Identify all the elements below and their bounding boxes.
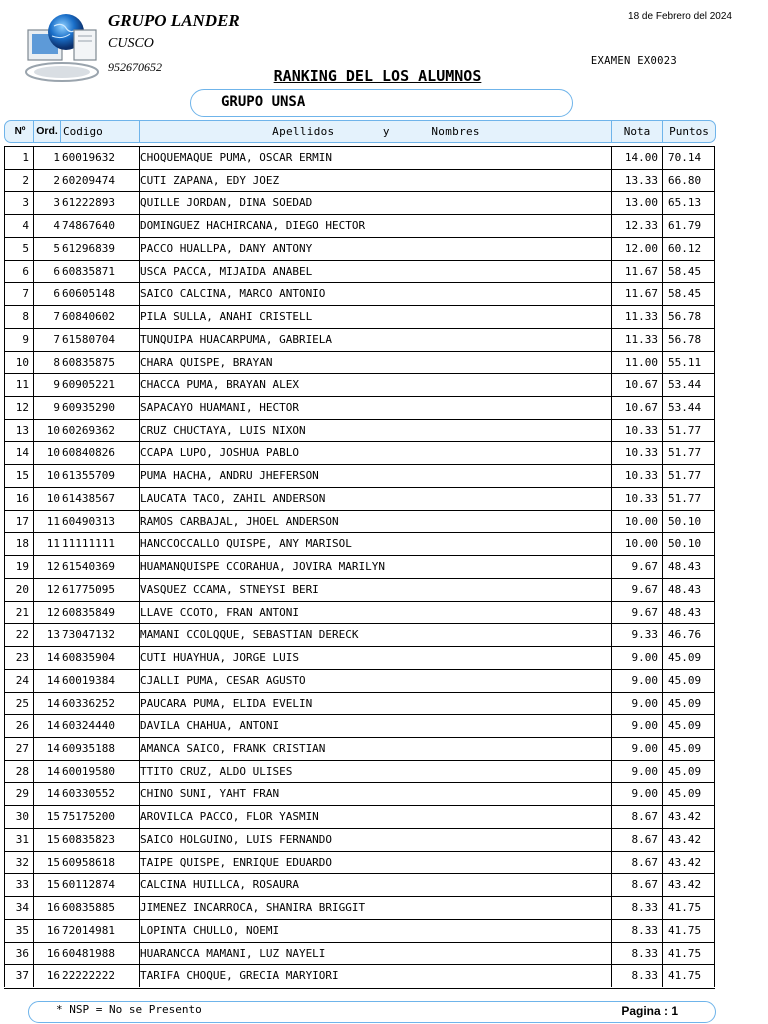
row-number: 5 xyxy=(22,241,29,255)
row-number: 24 xyxy=(15,673,29,687)
student-points: 51.77 xyxy=(668,446,702,460)
student-code: 60019384 xyxy=(62,673,115,687)
row-order: 8 xyxy=(53,355,60,369)
company-city: CUSCO xyxy=(108,36,154,51)
student-code: 60840602 xyxy=(62,310,115,324)
table-row xyxy=(4,943,715,966)
student-code: 60019632 xyxy=(62,151,115,164)
row-number: 34 xyxy=(15,901,29,915)
row-order: 15 xyxy=(46,878,60,892)
student-grade: 13.00 xyxy=(624,196,658,210)
student-code: 61355709 xyxy=(62,469,115,483)
student-grade: 8.67 xyxy=(631,855,658,869)
row-order: 10 xyxy=(46,469,60,483)
student-name: HUAMANQUISPE CCORAHUA, JOVIRA MARILYN xyxy=(140,560,386,574)
student-grade: 10.33 xyxy=(624,469,658,483)
row-number: 11 xyxy=(15,378,29,392)
student-grade: 8.33 xyxy=(631,969,658,983)
student-points: 41.75 xyxy=(668,901,702,915)
column-divider xyxy=(139,146,140,987)
student-code: 75175200 xyxy=(62,810,115,824)
row-order: 14 xyxy=(46,764,60,778)
student-points: 48.43 xyxy=(668,560,702,574)
student-name: LLAVE CCOTO, FRAN ANTONI xyxy=(140,605,299,619)
row-number: 31 xyxy=(15,832,29,846)
student-code: 60835849 xyxy=(62,605,115,619)
student-code: 61296839 xyxy=(62,241,115,255)
student-points: 56.78 xyxy=(668,310,702,324)
column-divider xyxy=(4,146,5,987)
student-name: DOMINGUEZ HACHIRCANA, DIEGO HECTOR xyxy=(140,219,366,233)
table-row xyxy=(4,965,715,988)
column-header-code: Codigo xyxy=(63,125,103,138)
table-row xyxy=(4,693,715,716)
row-number: 23 xyxy=(15,651,29,665)
student-code: 60835885 xyxy=(62,901,115,915)
student-code: 60835871 xyxy=(62,264,115,278)
student-name: PILA SULLA, ANAHI CRISTELL xyxy=(140,310,313,324)
student-grade: 9.67 xyxy=(631,560,658,574)
row-order: 16 xyxy=(46,946,60,960)
table-row xyxy=(4,624,715,647)
student-grade: 13.33 xyxy=(624,173,658,187)
row-order: 6 xyxy=(53,264,60,278)
row-order: 10 xyxy=(46,446,60,460)
table-row xyxy=(4,738,715,761)
student-grade: 9.00 xyxy=(631,651,658,665)
page-number: Pagina : 1 xyxy=(621,1004,678,1018)
report-title: RANKING DEL LOS ALUMNOS xyxy=(273,67,482,85)
student-grade: 11.00 xyxy=(624,355,658,369)
student-name: SAICO HOLGUINO, LUIS FERNANDO xyxy=(140,832,333,846)
table-row xyxy=(4,783,715,806)
row-number: 20 xyxy=(15,582,29,596)
student-points: 43.42 xyxy=(668,878,702,892)
row-order: 14 xyxy=(46,741,60,755)
student-name: CHARA QUISPE, BRAYAN xyxy=(140,355,273,369)
student-name: JIMENEZ INCARROCA, SHANIRA BRIGGIT xyxy=(140,901,366,915)
row-number: 15 xyxy=(15,469,29,483)
row-number: 8 xyxy=(22,310,29,324)
student-grade: 10.33 xyxy=(624,423,658,437)
student-code: 60935188 xyxy=(62,741,115,755)
row-number: 6 xyxy=(22,264,29,278)
table-row xyxy=(4,465,715,488)
student-code: 60481988 xyxy=(62,946,115,960)
student-points: 53.44 xyxy=(668,401,702,415)
footer-note: * NSP = No se Presento xyxy=(56,1003,202,1016)
student-name: AMANCA SAICO, FRANK CRISTIAN xyxy=(140,741,326,755)
row-number: 17 xyxy=(15,514,29,528)
row-order: 9 xyxy=(53,378,60,392)
row-number: 25 xyxy=(15,696,29,710)
student-name: AROVILCA PACCO, FLOR YASMIN xyxy=(140,810,319,824)
student-code: 61438567 xyxy=(62,491,115,505)
row-order: 7 xyxy=(53,310,60,324)
student-grade: 10.33 xyxy=(624,446,658,460)
student-name: RAMOS CARBAJAL, JHOEL ANDERSON xyxy=(140,514,339,528)
student-points: 56.78 xyxy=(668,332,702,346)
ranking-table xyxy=(4,146,715,989)
row-number: 19 xyxy=(15,560,29,574)
student-code: 60490313 xyxy=(62,514,115,528)
student-name: TTITO CRUZ, ALDO ULISES xyxy=(140,764,293,778)
table-row xyxy=(4,170,715,193)
row-number: 3 xyxy=(22,196,29,210)
table-row xyxy=(4,147,715,170)
student-points: 58.45 xyxy=(668,264,702,278)
row-number: 28 xyxy=(15,764,29,778)
row-order: 13 xyxy=(46,628,60,642)
row-number: 30 xyxy=(15,810,29,824)
row-number: 2 xyxy=(22,173,29,187)
student-name: CCAPA LUPO, JOSHUA PABLO xyxy=(140,446,299,460)
row-order: 2 xyxy=(53,173,60,187)
row-number: 21 xyxy=(15,605,29,619)
row-number: 16 xyxy=(15,491,29,505)
table-row xyxy=(4,852,715,875)
student-code: 60324440 xyxy=(62,719,115,733)
student-grade: 9.00 xyxy=(631,719,658,733)
student-grade: 10.67 xyxy=(624,401,658,415)
row-order: 15 xyxy=(46,855,60,869)
student-name: TARIFA CHOQUE, GRECIA MARYIORI xyxy=(140,969,339,983)
student-name: HUARANCCA MAMANI, LUZ NAYELI xyxy=(140,946,326,960)
student-points: 50.10 xyxy=(668,537,702,551)
row-order: 6 xyxy=(53,287,60,301)
student-name: CUTI HUAYHUA, JORGE LUIS xyxy=(140,651,299,665)
table-row xyxy=(4,329,715,352)
student-grade: 9.67 xyxy=(631,605,658,619)
row-order: 10 xyxy=(46,491,60,505)
student-code: 60835875 xyxy=(62,355,115,369)
table-row xyxy=(4,420,715,443)
row-order: 9 xyxy=(53,401,60,415)
row-order: 14 xyxy=(46,696,60,710)
row-order: 12 xyxy=(46,560,60,574)
table-row xyxy=(4,374,715,397)
table-row xyxy=(4,920,715,943)
student-points: 65.13 xyxy=(668,196,702,210)
student-code: 60605148 xyxy=(62,287,115,301)
column-divider xyxy=(611,146,612,987)
table-row xyxy=(4,488,715,511)
student-name: CUTI ZAPANA, EDY JOEZ xyxy=(140,173,280,187)
student-points: 70.14 xyxy=(668,151,702,164)
row-number: 1 xyxy=(22,151,29,164)
column-header-order: Ord. xyxy=(36,125,58,137)
student-grade: 11.33 xyxy=(624,332,658,346)
student-points: 53.44 xyxy=(668,378,702,392)
student-code: 61580704 xyxy=(62,332,115,346)
student-code: 60330552 xyxy=(62,787,115,801)
student-code: 60336252 xyxy=(62,696,115,710)
student-name: CHACCA PUMA, BRAYAN ALEX xyxy=(140,378,299,392)
student-points: 48.43 xyxy=(668,582,702,596)
row-order: 16 xyxy=(46,969,60,983)
table-row xyxy=(4,715,715,738)
student-name: PUMA HACHA, ANDRU JHEFERSON xyxy=(140,469,319,483)
row-order: 14 xyxy=(46,719,60,733)
table-row xyxy=(4,533,715,556)
table-row xyxy=(4,306,715,329)
student-points: 45.09 xyxy=(668,787,702,801)
table-row xyxy=(4,192,715,215)
student-grade: 12.33 xyxy=(624,219,658,233)
student-grade: 8.33 xyxy=(631,946,658,960)
table-row xyxy=(4,442,715,465)
column-header-name: Apellidos y Nombres xyxy=(272,125,480,138)
student-grade: 9.00 xyxy=(631,696,658,710)
table-row xyxy=(4,761,715,784)
row-order: 14 xyxy=(46,651,60,665)
student-points: 45.09 xyxy=(668,719,702,733)
student-name: CHOQUEMAQUE PUMA, OSCAR ERMIN xyxy=(140,151,333,164)
row-number: 26 xyxy=(15,719,29,733)
row-order: 11 xyxy=(46,537,60,551)
student-code: 60905221 xyxy=(62,378,115,392)
student-points: 41.75 xyxy=(668,969,702,983)
row-number: 33 xyxy=(15,878,29,892)
student-code: 60269362 xyxy=(62,423,115,437)
row-number: 4 xyxy=(22,219,29,233)
row-order: 11 xyxy=(46,514,60,528)
student-points: 66.80 xyxy=(668,173,702,187)
student-name: QUILLE JORDAN, DINA SOEDAD xyxy=(140,196,313,210)
student-code: 61222893 xyxy=(62,196,115,210)
student-name: HANCCOCCALLO QUISPE, ANY MARISOL xyxy=(140,537,352,551)
company-name: GRUPO LANDER xyxy=(108,11,240,30)
student-code: 72014981 xyxy=(62,923,115,937)
row-number: 7 xyxy=(22,287,29,301)
row-number: 22 xyxy=(15,628,29,642)
row-number: 29 xyxy=(15,787,29,801)
column-divider xyxy=(714,146,715,987)
student-points: 45.09 xyxy=(668,764,702,778)
row-order: 12 xyxy=(46,605,60,619)
row-order: 5 xyxy=(53,241,60,255)
row-number: 14 xyxy=(15,446,29,460)
student-name: TAIPE QUISPE, ENRIQUE EDUARDO xyxy=(140,855,333,869)
student-grade: 12.00 xyxy=(624,241,658,255)
row-order: 7 xyxy=(53,332,60,346)
exam-code: EXAMEN EX0023 xyxy=(590,55,677,67)
student-points: 51.77 xyxy=(668,491,702,505)
column-divider xyxy=(33,146,34,987)
student-grade: 8.67 xyxy=(631,878,658,892)
row-number: 32 xyxy=(15,855,29,869)
student-points: 51.77 xyxy=(668,423,702,437)
student-code: 11111111 xyxy=(62,537,115,551)
student-grade: 11.33 xyxy=(624,310,658,324)
row-number: 13 xyxy=(15,423,29,437)
student-grade: 14.00 xyxy=(624,151,658,164)
table-row xyxy=(4,647,715,670)
student-code: 73047132 xyxy=(62,628,115,642)
row-number: 10 xyxy=(15,355,29,369)
table-row xyxy=(4,579,715,602)
student-grade: 11.67 xyxy=(624,264,658,278)
student-code: 74867640 xyxy=(62,219,115,233)
row-order: 15 xyxy=(46,810,60,824)
company-phone: 952670652 xyxy=(108,60,162,74)
student-grade: 9.67 xyxy=(631,582,658,596)
student-code: 61540369 xyxy=(62,560,115,574)
column-header-number: Nº xyxy=(14,126,26,137)
row-order: 16 xyxy=(46,901,60,915)
globe-computer-logo xyxy=(22,12,104,84)
student-grade: 10.00 xyxy=(624,514,658,528)
student-name: PAUCARA PUMA, ELIDA EVELIN xyxy=(140,696,313,710)
student-points: 45.09 xyxy=(668,696,702,710)
report-date: 18 de Febrero del 2024 xyxy=(628,11,732,22)
table-row xyxy=(4,215,715,238)
table-row xyxy=(4,556,715,579)
row-order: 1 xyxy=(53,151,60,164)
row-order: 15 xyxy=(46,832,60,846)
student-name: TUNQUIPA HUACARPUMA, GABRIELA xyxy=(140,332,333,346)
student-grade: 8.67 xyxy=(631,832,658,846)
student-name: PACCO HUALLPA, DANY ANTONY xyxy=(140,241,313,255)
row-number: 18 xyxy=(15,537,29,551)
student-points: 60.12 xyxy=(668,241,702,255)
student-points: 43.42 xyxy=(668,855,702,869)
student-name: MAMANI CCOLQQUE, SEBASTIAN DERECK xyxy=(140,628,359,642)
student-name: VASQUEZ CCAMA, STNEYSI BERI xyxy=(140,582,319,596)
student-points: 58.45 xyxy=(668,287,702,301)
table-row xyxy=(4,602,715,625)
student-name: USCA PACCA, MIJAIDA ANABEL xyxy=(140,264,313,278)
column-header-grade: Nota xyxy=(623,125,651,138)
row-order: 16 xyxy=(46,923,60,937)
student-code: 61775095 xyxy=(62,582,115,596)
student-grade: 11.67 xyxy=(624,287,658,301)
student-name: SAPACAYO HUAMANI, HECTOR xyxy=(140,401,299,415)
row-number: 36 xyxy=(15,946,29,960)
row-number: 27 xyxy=(15,741,29,755)
student-points: 45.09 xyxy=(668,651,702,665)
student-grade: 9.00 xyxy=(631,673,658,687)
student-points: 50.10 xyxy=(668,514,702,528)
table-row xyxy=(4,897,715,920)
table-row xyxy=(4,283,715,306)
student-grade: 9.00 xyxy=(631,741,658,755)
row-order: 14 xyxy=(46,673,60,687)
student-points: 43.42 xyxy=(668,832,702,846)
column-divider xyxy=(662,146,663,987)
table-row xyxy=(4,829,715,852)
row-number: 37 xyxy=(15,969,29,983)
student-points: 61.79 xyxy=(668,219,702,233)
row-order: 10 xyxy=(46,423,60,437)
table-row xyxy=(4,397,715,420)
student-name: CJALLI PUMA, CESAR AGUSTO xyxy=(140,673,306,687)
table-row xyxy=(4,670,715,693)
student-points: 48.43 xyxy=(668,605,702,619)
table-row xyxy=(4,874,715,897)
row-order: 14 xyxy=(46,787,60,801)
student-points: 45.09 xyxy=(668,673,702,687)
row-order: 12 xyxy=(46,582,60,596)
row-number: 12 xyxy=(15,401,29,415)
student-name: CHINO SUNI, YAHT FRAN xyxy=(140,787,280,801)
student-code: 60935290 xyxy=(62,401,115,415)
student-grade: 10.67 xyxy=(624,378,658,392)
student-grade: 8.33 xyxy=(631,923,658,937)
student-code: 60835823 xyxy=(62,832,115,846)
student-points: 43.42 xyxy=(668,810,702,824)
student-code: 22222222 xyxy=(62,969,115,983)
student-grade: 10.33 xyxy=(624,491,658,505)
group-name: GRUPO UNSA xyxy=(221,94,306,110)
student-points: 41.75 xyxy=(668,923,702,937)
student-name: CALCINA HUILLCA, ROSAURA xyxy=(140,878,299,892)
table-row xyxy=(4,511,715,534)
student-points: 51.77 xyxy=(668,469,702,483)
student-code: 60958618 xyxy=(62,855,115,869)
student-grade: 8.67 xyxy=(631,810,658,824)
student-grade: 9.00 xyxy=(631,787,658,801)
table-row xyxy=(4,352,715,375)
column-header-points: Puntos xyxy=(669,125,709,138)
student-code: 60112874 xyxy=(62,878,115,892)
student-points: 55.11 xyxy=(668,355,702,369)
header-divider xyxy=(60,120,61,143)
student-points: 45.09 xyxy=(668,741,702,755)
student-name: DAVILA CHAHUA, ANTONI xyxy=(140,719,280,733)
table-row xyxy=(4,261,715,284)
row-order: 3 xyxy=(53,196,60,210)
student-name: LOPINTA CHULLO, NOEMI xyxy=(140,923,280,937)
student-grade: 9.33 xyxy=(631,628,658,642)
student-name: SAICO CALCINA, MARCO ANTONIO xyxy=(140,287,326,301)
table-row xyxy=(4,806,715,829)
student-name: LAUCATA TACO, ZAHIL ANDERSON xyxy=(140,491,326,505)
student-name: CRUZ CHUCTAYA, LUIS NIXON xyxy=(140,423,306,437)
student-points: 46.76 xyxy=(668,628,702,642)
student-code: 60835904 xyxy=(62,651,115,665)
table-row xyxy=(4,238,715,261)
student-code: 60840826 xyxy=(62,446,115,460)
student-points: 41.75 xyxy=(668,946,702,960)
student-grade: 8.33 xyxy=(631,901,658,915)
student-code: 60019580 xyxy=(62,764,115,778)
student-code: 60209474 xyxy=(62,173,115,187)
row-number: 9 xyxy=(22,332,29,346)
student-grade: 9.00 xyxy=(631,764,658,778)
row-number: 35 xyxy=(15,923,29,937)
row-order: 4 xyxy=(53,219,60,233)
student-grade: 10.00 xyxy=(624,537,658,551)
